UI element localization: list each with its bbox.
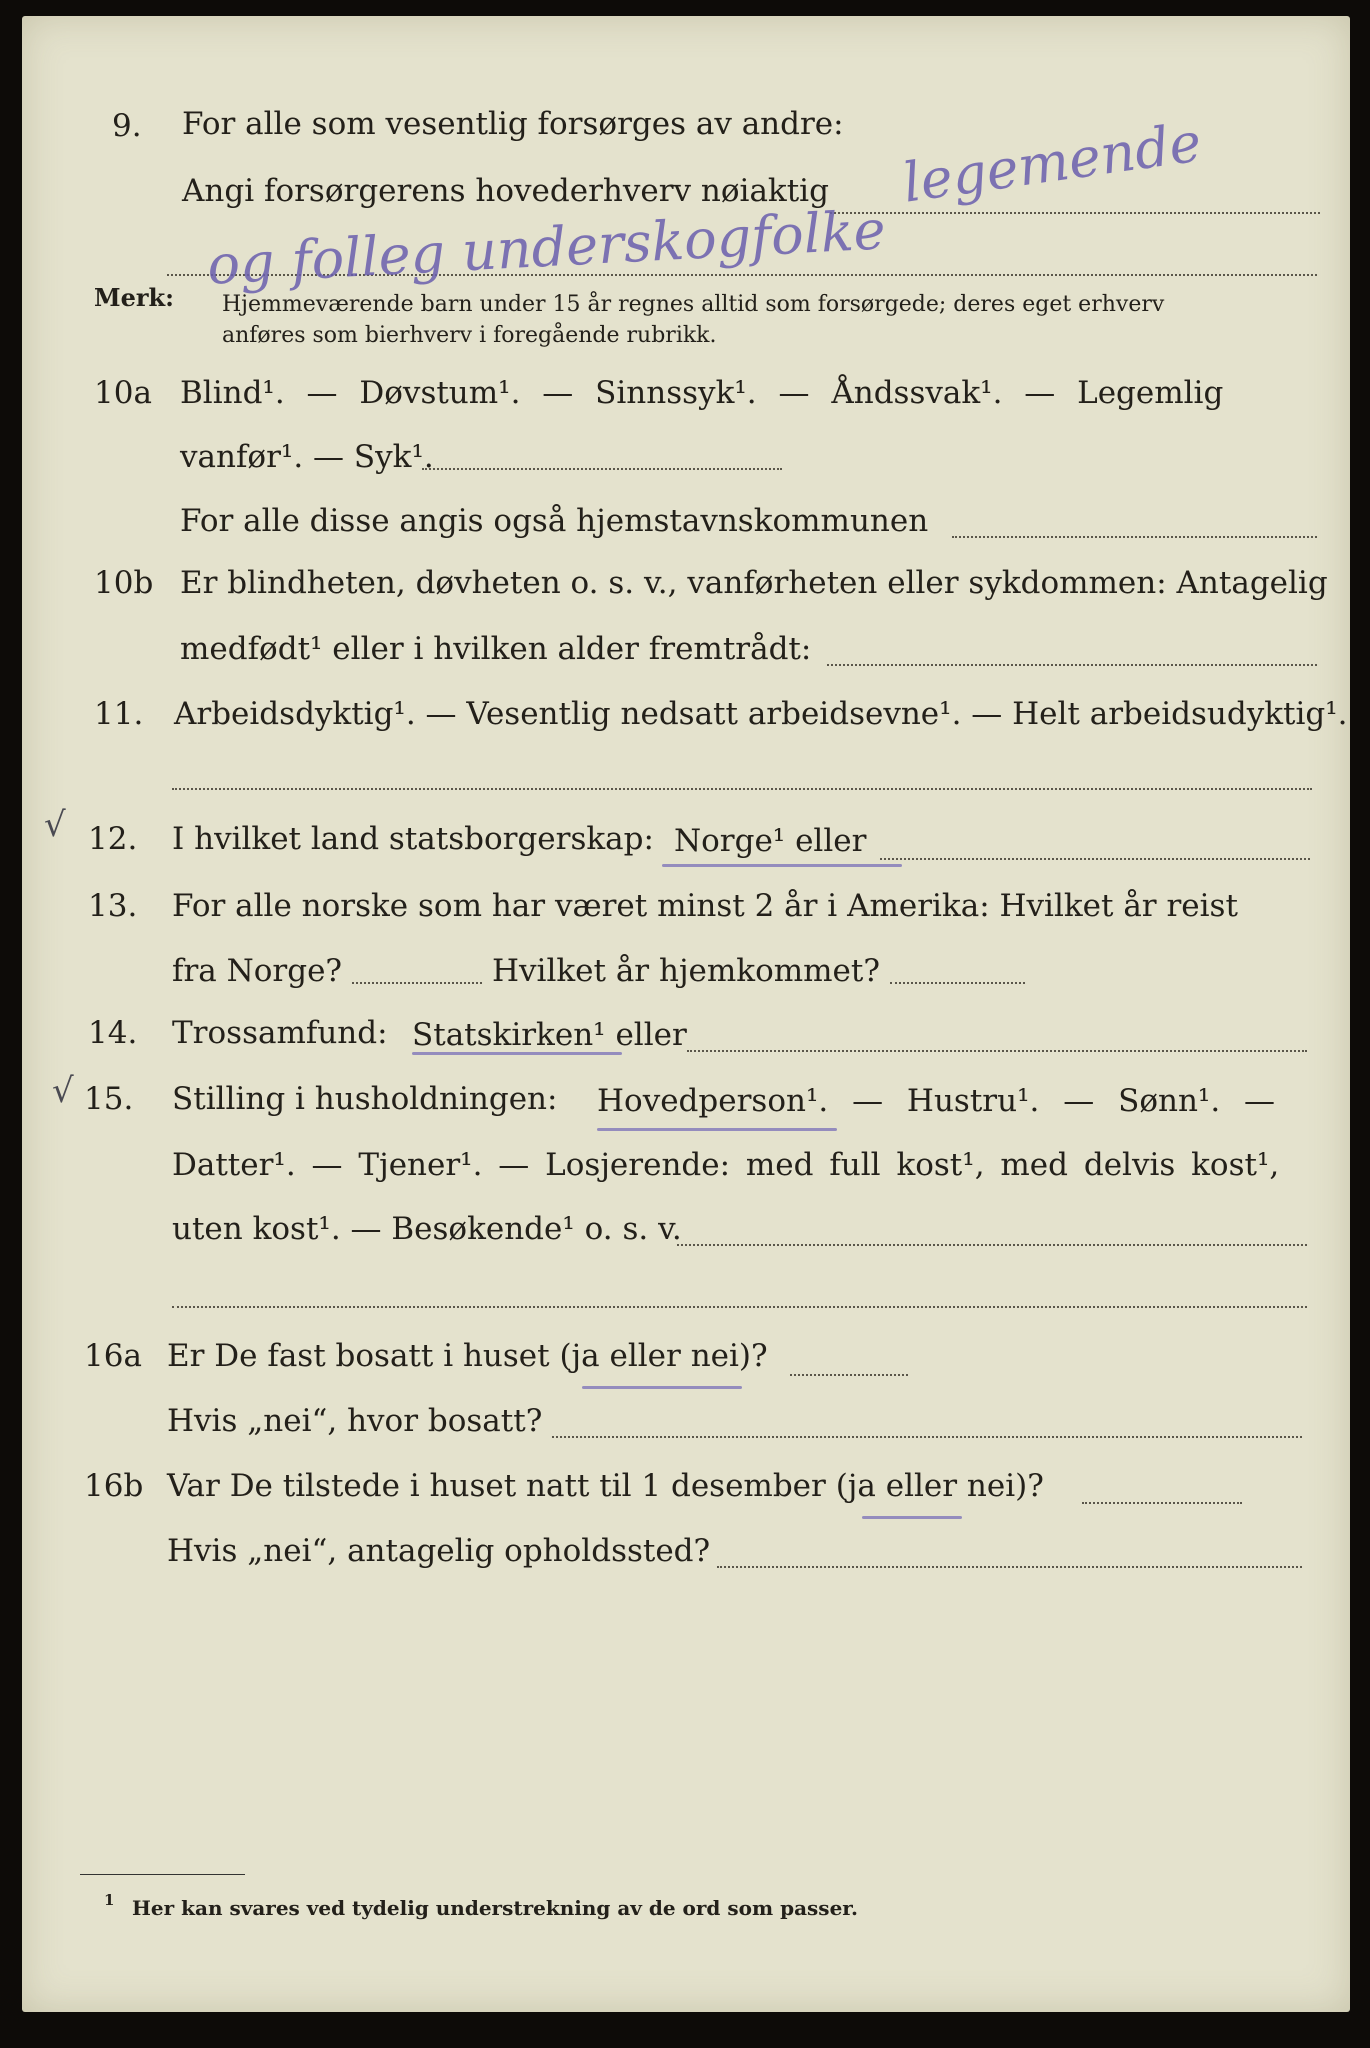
- q10a-line3: For alle disse angis også hjemstavnskommunen: [180, 503, 929, 539]
- q16a-line2: Hvis „nei“, hvor bosatt?: [167, 1403, 543, 1439]
- q16b-pencil-underline: [862, 1516, 962, 1519]
- q14-answer-line[interactable]: [687, 1050, 1307, 1052]
- q13-hjemkommet-answer-line[interactable]: [890, 982, 1025, 984]
- q9-number: 9.: [112, 108, 142, 144]
- q16a-answer-line[interactable]: [790, 1374, 908, 1376]
- q16b-answer-line[interactable]: [1082, 1502, 1242, 1504]
- q16a-number: 16a: [84, 1338, 142, 1374]
- footnote-mark: 1: [104, 1891, 115, 1909]
- q11-line1: Arbeidsdyktig¹. — Vesentlig nedsatt arbeidsevne¹. — Helt arbeidsudyktig¹.: [174, 696, 1348, 732]
- q10a-syk-answer-line[interactable]: [422, 468, 782, 470]
- q9-line2: Angi forsørgerens hovederhverv nøiaktig: [182, 173, 829, 209]
- q16b-line2: Hvis „nei“, antagelig opholdssted?: [167, 1533, 711, 1569]
- q10a-number: 10a: [94, 375, 152, 411]
- q15-number: 15.: [84, 1081, 134, 1117]
- q11-number: 11.: [94, 696, 144, 732]
- q9-handwritten-answer1: legemende: [899, 110, 1206, 215]
- q14-label: Trossamfund:: [172, 1015, 388, 1051]
- q10b-answer-line[interactable]: [827, 664, 1317, 666]
- q10a-line1: Blind¹. — Døvstum¹. — Sinnssyk¹. — Åndssvak¹. — Legemlig: [180, 375, 1224, 411]
- q16a-line1: Er De fast bosatt i huset (ja eller nei)?: [167, 1338, 768, 1374]
- q9-answer-line1[interactable]: [830, 212, 1320, 214]
- q16a-bosatt-answer-line[interactable]: [552, 1436, 1302, 1438]
- q15-line1a: Stilling i husholdningen:: [172, 1081, 558, 1117]
- q16a-pencil-underline: [582, 1386, 742, 1389]
- q10b-line1: Er blindheten, døvheten o. s. v., vanførheten eller sykdommen: Antagelig: [180, 565, 1328, 601]
- q10b-number: 10b: [94, 565, 154, 601]
- q15-line2: Datter¹. — Tjener¹. — Losjerende: med full kost¹, med delvis kost¹,: [172, 1147, 1280, 1183]
- q16b-number: 16b: [84, 1468, 144, 1504]
- q13-line2a: fra Norge?: [172, 953, 343, 989]
- q12-line1: I hvilket land statsborgerskap:: [172, 821, 654, 857]
- q14-option[interactable]: Statskirken¹ eller: [412, 1017, 687, 1053]
- q13-reist-answer-line[interactable]: [352, 982, 482, 984]
- q15-answer-line2[interactable]: [172, 1306, 1307, 1308]
- q10b-line2: medfødt¹ eller i hvilken alder fremtrådt:: [180, 631, 812, 667]
- census-form-page: [22, 16, 1350, 2012]
- q15-line3: uten kost¹. — Besøkende¹ o. s. v.: [172, 1211, 682, 1247]
- q10a-hjemstavn-answer-line[interactable]: [952, 536, 1317, 538]
- q14-pencil-underline: [412, 1052, 622, 1055]
- q12-norge-option[interactable]: Norge¹ eller: [674, 823, 867, 859]
- q15-pencil-underline: [597, 1128, 837, 1131]
- q9-handwritten-answer2: og folleg underskogfolke: [205, 198, 887, 297]
- q12-check-mark: √: [44, 805, 66, 845]
- footnote-text: Her kan svares ved tydelig understrekning av de ord som passer.: [132, 1896, 858, 1920]
- merk-label: Merk:: [94, 283, 174, 312]
- q11-answer-line[interactable]: [172, 788, 1312, 790]
- q14-number: 14.: [88, 1015, 138, 1051]
- q13-number: 13.: [88, 888, 138, 924]
- q15-answer-line1[interactable]: [677, 1244, 1307, 1246]
- q16b-line1: Var De tilstede i huset natt til 1 desember (ja eller nei)?: [167, 1468, 1044, 1504]
- merk-line1: Hjemmeværende barn under 15 år regnes alltid som forsørgede; deres eget erhverv: [222, 292, 1165, 317]
- q15-line1b: Hovedperson¹. — Hustru¹. — Sønn¹. —: [597, 1083, 1276, 1119]
- q9-line1: For alle som vesentlig forsørges av andre:: [182, 106, 844, 142]
- q12-number: 12.: [88, 821, 138, 857]
- q13-line2b: Hvilket år hjemkommet?: [492, 953, 880, 989]
- q16b-opholdssted-answer-line[interactable]: [717, 1566, 1302, 1568]
- q10a-line2: vanfør¹. — Syk¹.: [180, 439, 434, 475]
- q12-pencil-underline: [662, 864, 902, 867]
- merk-line2: anføres som bierhverv i foregående rubrikk.: [222, 323, 717, 348]
- q12-answer-line[interactable]: [880, 858, 1310, 860]
- q15-check-mark: √: [52, 1071, 74, 1111]
- q13-line1: For alle norske som har været minst 2 år i Amerika: Hvilket år reist: [172, 888, 1238, 924]
- footnote-rule: [80, 1874, 245, 1875]
